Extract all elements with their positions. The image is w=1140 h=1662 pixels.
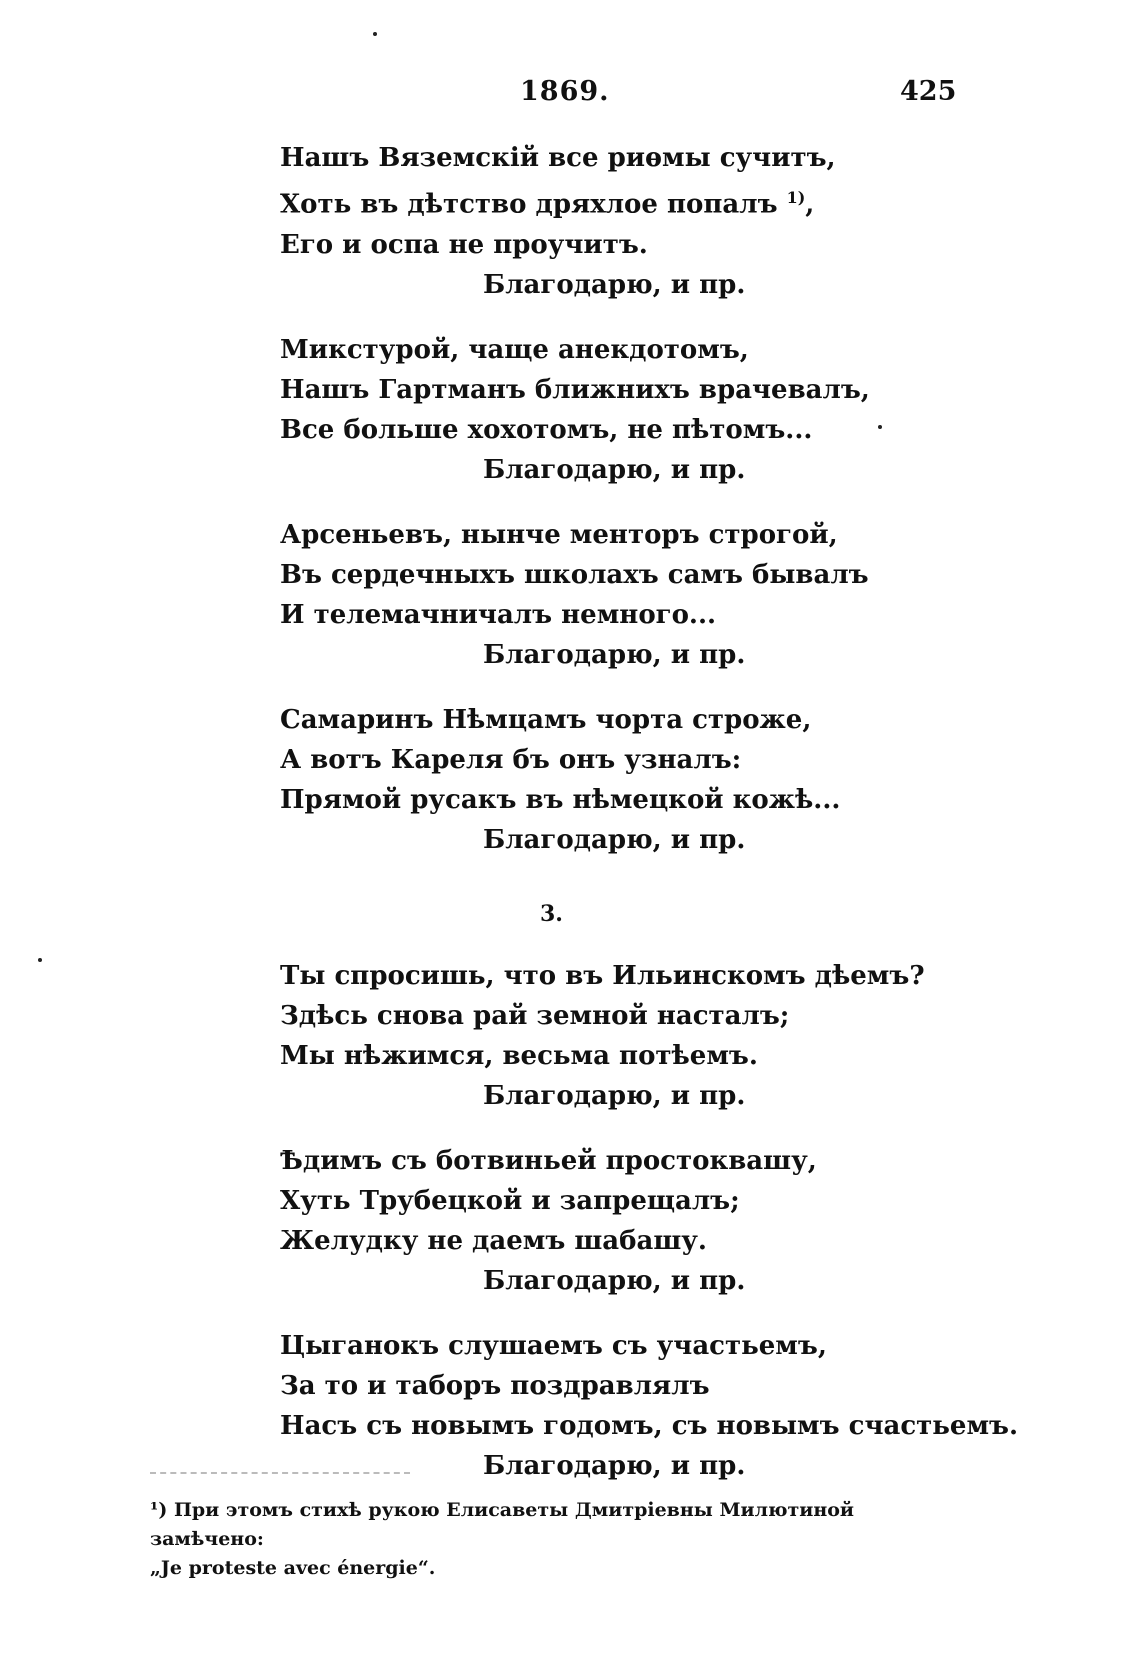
poem-body [280,138,1019,1511]
verse-line: Насъ съ новымъ годомъ, съ новымъ счастьемъ. [280,1410,1019,1441]
footnote-marker: ¹) [150,1499,168,1521]
refrain-line: Благодарю, и пр. [483,639,746,670]
verse-line: За то и таборъ поздравлялъ [280,1370,710,1401]
verse-line: Микстурой, чаще анекдотомъ, [280,334,749,365]
verse-line-text: Хоть въ дѣтство дряхлое попалъ [280,189,778,220]
verse-line: Его и оспа не проучитъ. [280,229,648,260]
stanza [280,138,980,305]
verse-line: Мы нѣжимся, весьма потѣемъ. [280,1040,758,1071]
verse-line: Прямой русакъ въ нѣмецкой кожѣ... [280,784,841,815]
verse-line: А вотъ Кареля бъ онъ узналъ: [280,744,742,775]
verse-line: Арсеньевъ, нынче менторъ строгой, [280,519,838,550]
verse-line: Здѣсь снова рай земной насталъ; [280,1000,790,1031]
verse-line: Ты спросишь, что въ Ильинскомъ дѣемъ? [280,960,925,991]
refrain-line: Благодарю, и пр. [483,454,746,485]
section-number: 3. [540,900,563,927]
stanza [280,1141,980,1301]
footnote-divider [150,1472,410,1474]
print-speck [878,425,882,429]
page-number: 425 [900,76,957,107]
refrain-line: Благодарю, и пр. [483,824,746,855]
footnote-line [150,1496,970,1554]
verse-line: Нашъ Гартманъ ближнихъ врачевалъ, [280,374,870,405]
footnote [150,1496,970,1583]
verse-line: Хуть Трубецкой и запрещалъ; [280,1185,740,1216]
print-speck [373,32,377,36]
verse-line: Въ сердечныхъ школахъ самъ бывалъ [280,559,869,590]
stanza [280,700,980,860]
refrain-line: Благодарю, и пр. [483,1450,746,1481]
verse-line: Ѣдимъ съ ботвиньей простоквашу, [280,1145,817,1176]
footnote-reference: 1) [786,188,806,207]
verse-line: Цыганокъ слушаемъ съ участьемъ, [280,1330,827,1361]
print-speck [38,958,42,962]
refrain-line: Благодарю, и пр. [483,269,746,300]
stanza [280,330,980,490]
running-head-year: 1869. [520,76,610,107]
verse-line: Самаринъ Нѣмцамъ чорта строже, [280,704,812,735]
footnote-text: При этомъ стихѣ рукою Елисаветы Дмитріевны Милютиной замѣчено: [150,1499,854,1550]
refrain-line: Благодарю, и пр. [483,1080,746,1111]
verse-line: Все больше хохотомъ, не пѣтомъ... [280,414,813,445]
verse-line: Нашъ Вяземскій все риѳмы сучитъ, [280,143,836,173]
refrain-line: Благодарю, и пр. [483,1265,746,1296]
verse-line-with-footnote [280,178,980,225]
stanza [280,515,980,675]
verse-line: Желудку не даемъ шабашу. [280,1225,707,1256]
stanza [280,1326,1019,1486]
verse-line-punctuation: , [805,189,815,220]
footnote-line: „Je proteste avec énergie“. [150,1557,436,1579]
stanza [280,956,980,1116]
verse-line: И телемачничалъ немного... [280,599,717,630]
